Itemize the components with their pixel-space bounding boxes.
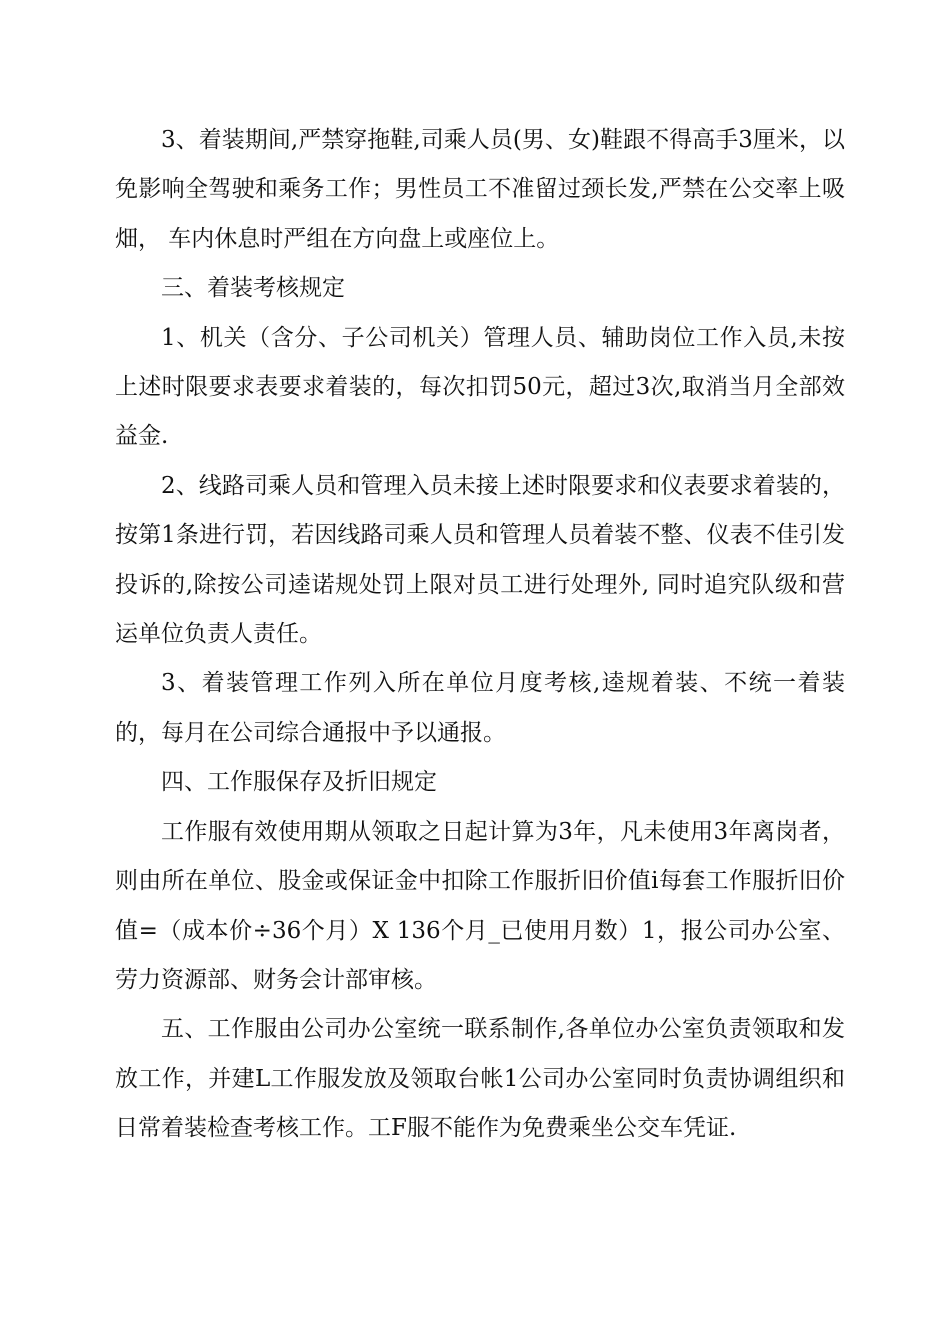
paragraph-assessment-3-monthly-review: 3、着装管理工作列入所在单位月度考核,逵规着装、不统一着装的，每月在公司综合通报中予以通报。 (115, 670, 845, 746)
section-heading-attire-assessment: 三、着装考核规定 (161, 275, 345, 302)
section-heading-uniform-depreciation: 四、工作服保存及折旧规定 (161, 769, 437, 796)
paragraph-assessment-2-route-crew: 2、线路司乘人员和管理入员未接上述时限要求和仪表要求着装的，按第1条进行罚，若因线路司乘人员和管理人员着装不整、仪表不佳引发投诉的,除按公司逵诺规处罚上限对员工进行处理外, 同时追究队级和营运单位负责人责任。 (115, 472, 845, 648)
paragraph-section-5-uniform-production: 五、工作服由公司办公室统一联系制作,各单位办公室负责领取和发放工作，并建L工作服发放及领取台帐1公司办公室同时负责协调组织和日常着装检查考核工作。工F服不能作为免费乘坐公交车凭证. (115, 1016, 845, 1142)
paragraph-depreciation-rules: 工作服有效使用期从领取之日起计算为3年，凡未使用3年离岗者，则由所在单位、股金或保证金中扣除工作服折旧价值i每套工作服折旧价值=（成本价÷36个月）X 136个月_已使用月数）1，报公司办公室、劳力资源部、财务会计部审核。 (115, 818, 845, 993)
document-body (115, 116, 845, 1154)
paragraph-rule-3-attire-restrictions: 3、着装期间,严禁穿拖鞋,司乘人员(男、女)鞋跟不得高手3厘米，以免影响全驾驶和乘务工作；男性员工不准留过颈长发,严禁在公交率上吸畑， 车内休息时严组在方向盘上或座位上。 (115, 127, 845, 252)
paragraph-assessment-1-office-staff: 1、机关（含分、子公司机关）管理人员、辅助岗位工作入员,未按上述时限要求表要求着装的，每次扣罚50元，超过3次,取消当月全部效益金. (115, 324, 845, 450)
